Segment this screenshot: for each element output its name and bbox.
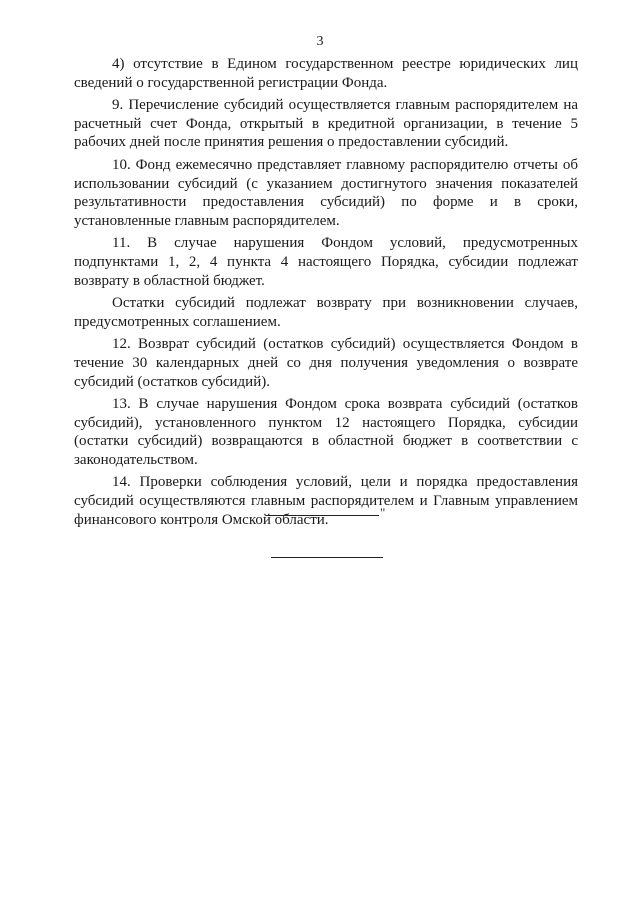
paragraph-item-10: 10. Фонд ежемесячно представляет главному распорядителю отчеты об использовании субсидий (с указанием достигнутого значения показателей результативности предоставления субсидий) по форме и в сроки, установленные главным распорядителем.: [74, 156, 578, 229]
paragraph-item-14: 14. Проверки соблюдения условий, цели и порядка предоставления субсидий осуществляются главным распорядителем и Главным управлением финансового контроля Омской области.: [74, 474, 578, 528]
separator-line: [271, 557, 383, 558]
paragraph-remainders: Остатки субсидий подлежат возврату при возникновении случаев, предусмотренных соглашением.: [74, 295, 578, 330]
document-end-mark: [266, 507, 385, 525]
paragraph-item-12: 12. Возврат субсидий (остатков субсидий) осуществляется Фондом в течение 30 календарных дней со дня получения уведомления о возврате субсидий (остатков субсидий).: [74, 336, 578, 390]
paragraph-item-11: 11. В случае нарушения Фондом условий, предусмотренных подпунктами 1, 2, 4 пункта 4 настоящего Порядка, субсидии подлежат возврату в областной бюджет.: [74, 235, 578, 289]
paragraph-item-9: 9. Перечисление субсидий осуществляется главным распорядителем на расчетный счет Фонда, открытый в кредитной организации, в течение 5 рабочих дней после принятия решения о предоставлении субсидий.: [74, 97, 578, 151]
end-line: [266, 515, 379, 516]
paragraph-item-4-4: 4) отсутствие в Едином государственном реестре юридических лиц сведений о государственной регистрации Фонда.: [74, 56, 578, 91]
closing-quote: ": [380, 505, 386, 520]
page-number: 3: [316, 34, 324, 49]
document-body: [74, 55, 578, 533]
paragraph-item-13: 13. В случае нарушения Фондом срока возврата субсидий (остатков субсидий), установленного пунктом 12 настоящего Порядка, субсидии (остатки субсидий) возвращаются в областной бюджет в соответствии с законодательством.: [74, 396, 578, 468]
